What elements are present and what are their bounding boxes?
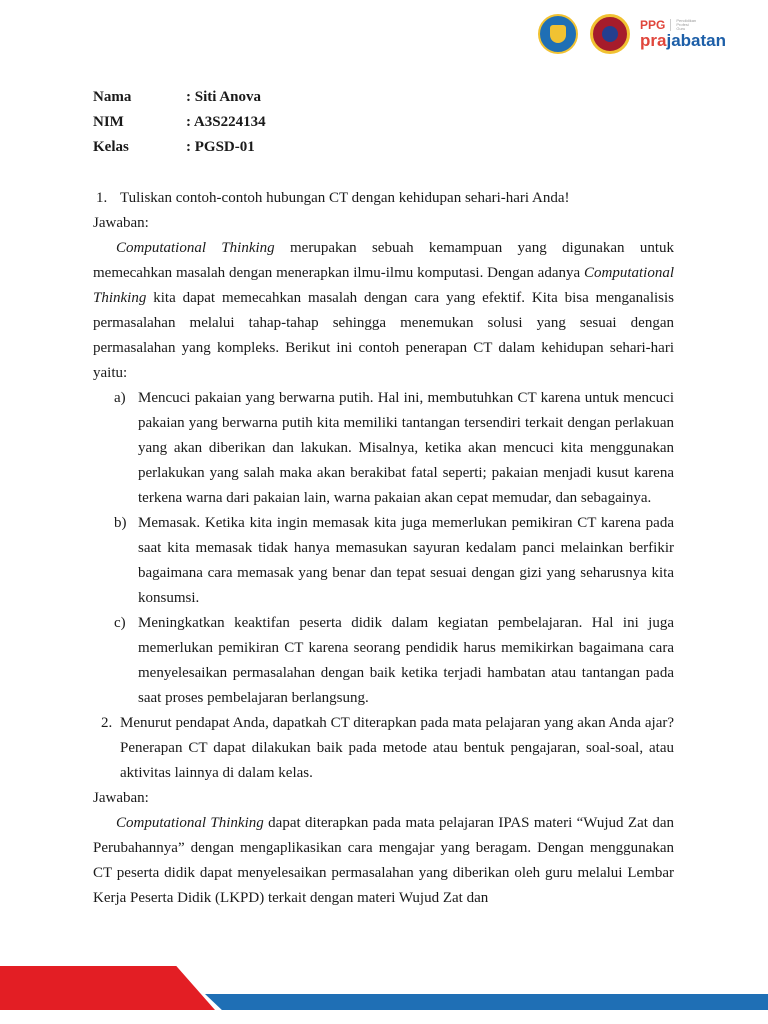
question-text: Menurut pendapat Anda, dapatkah CT diterapkan pada mata pelajaran yang akan Anda ajar? Penerapan CT dapat dilakukan baik pada metode atau bentuk pengajaran, soal-soal, atau aktivitas lainnya di dalam kelas. bbox=[120, 715, 674, 781]
nim-label: NIM bbox=[93, 114, 124, 130]
ppg-prajabatan-logo bbox=[640, 19, 726, 49]
nim-value: : A3S224134 bbox=[186, 114, 266, 130]
header-logos bbox=[538, 12, 726, 56]
list-item bbox=[114, 511, 674, 611]
item-text: Mencuci pakaian yang berwarna putih. Hal ini, membutuhkan CT karena untuk mencuci pakaian yang berwarna putih kita memiliki tantangan tersendiri terkait dengan perlakuan yang akan diberikan dan lakukan. Misalnya, ketika akan mencuci kita menggunakan perlakukan yang salah maka akan berakibat fatal seperti; pakaian menjadi kusut karena terkena warna dari pakaian lain, warna pakaian akan cepat memudar, dan sebagainya. bbox=[138, 390, 674, 506]
list-item bbox=[114, 386, 674, 511]
example-list bbox=[93, 386, 674, 711]
name-row bbox=[93, 88, 266, 113]
list-item bbox=[114, 611, 674, 711]
item-letter: b) bbox=[114, 515, 127, 531]
item-letter: c) bbox=[114, 615, 126, 631]
ppg-label: PPG bbox=[640, 18, 666, 32]
answer-1-paragraph: Computational Thinking merupakan sebuah kemampuan yang digunakan untuk memecahkan masalah dengan menerapkan ilmu-ilmu komputasi. Dengan adanya Computational Thinking kita dapat memecahkan masalah dengan cara yang efektif. Kita bisa menganalisis permasalahan melalui tahap-tahap sehingga menemukan solusi yang sesuai dengan permasalahan yang kompleks. Berikut ini contoh penerapan CT dalam kehidupan sehari-hari yaitu: bbox=[93, 240, 675, 381]
footer-red-stripe bbox=[0, 966, 215, 1010]
answer-2-paragraph: Computational Thinking dapat diterapkan pada mata pelajaran IPAS materi “Wujud Zat dan Perubahannya” dengan mengaplikasikan cara mengajar yang beragam. Dengan menggunakan CT peserta didik dapat menyelesaikan permasalahan yang diberikan oleh guru melalui Lembar Kerja Peserta Didik (LKPD) terkait dengan materi Wujud Zat dan bbox=[93, 815, 674, 906]
university-logo bbox=[590, 14, 630, 54]
student-info bbox=[93, 88, 266, 163]
question-2 bbox=[93, 711, 674, 786]
question-1 bbox=[93, 186, 674, 211]
name-value: : Siti Anova bbox=[186, 89, 262, 105]
ppg-separator bbox=[670, 19, 671, 31]
nim-row bbox=[93, 113, 266, 138]
brand-wordmark: prajabatan bbox=[640, 31, 726, 50]
answer-label: Jawaban: bbox=[93, 215, 149, 231]
document-body bbox=[93, 186, 674, 911]
question-number: 1. bbox=[96, 190, 108, 206]
item-text: Meningkatkan keaktifan peserta didik dalam kegiatan pembelajaran. Hal ini juga memerlukan pemikiran CT karena seorang pendidik harus memikirkan bagaimana cara menyelesaikan permasalahan dengan baik ketika terjadi hambatan atau tantangan pada saat proses pembelajaran berlangsung. bbox=[138, 615, 674, 706]
name-label: Nama bbox=[93, 89, 132, 105]
question-text: Tuliskan contoh-contoh hubungan CT dengan kehidupan sehari-hari Anda! bbox=[120, 190, 570, 206]
footer-blue-stripe bbox=[205, 994, 768, 1010]
class-value: : PGSD-01 bbox=[186, 139, 255, 155]
kemdikbud-logo bbox=[538, 14, 578, 54]
class-row bbox=[93, 138, 266, 163]
answer-label: Jawaban: bbox=[93, 790, 149, 806]
class-label: Kelas bbox=[93, 139, 129, 155]
item-text: Memasak. Ketika kita ingin memasak kita juga memerlukan pemikiran CT karena pada saat kita memasak tidak hanya memasukan sayuran kedalam panci melainkan berfikir bagaimana cara memasak yang benar dan tepat sesuai dengan gizi yang seharusnya kita konsumsi. bbox=[138, 515, 674, 606]
question-number: 2. bbox=[101, 715, 113, 731]
item-letter: a) bbox=[114, 390, 126, 406]
ppg-tagline: Pendidikan Profesi Guru bbox=[676, 18, 697, 31]
